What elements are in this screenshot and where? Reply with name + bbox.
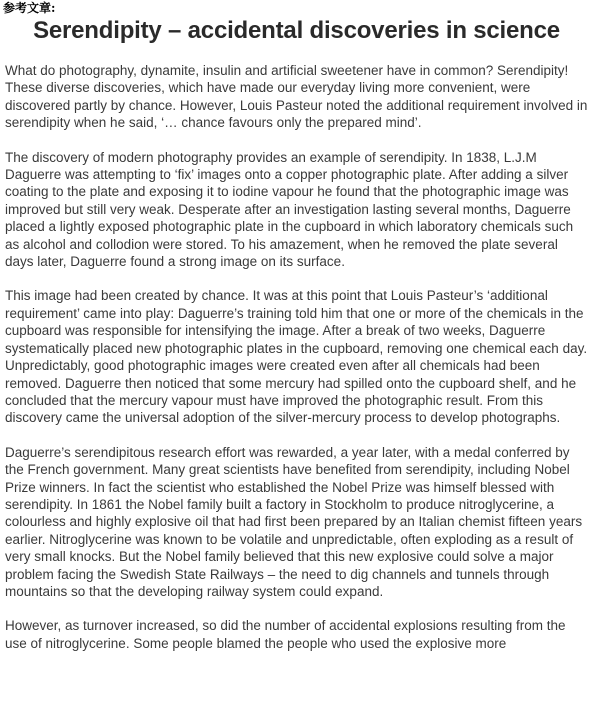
paragraph-2: The discovery of modern photography provides an example of serendipity. In 1838, L.J.M Daguerre was attempting to ‘fix’ images onto a copper photographic plate. After adding a silver coating to the plate and exposing it to iodine vapour he found that the photographic image was improved but still very weak. Desperate after an investigation lasting several months, Daguerre placed a lightly exposed photographic plate in the cupboard in which laboratory chemicals such as alcohol and collodion were stored. To his amazement, when he removed the plate several days later, Daguerre found a strong image on its surface. [5,149,574,270]
paragraph-4: Daguerre’s serendipitous research effort was rewarded, a year later, with a medal conferred by the French government. Many great scientists have benefited from serendipity, including Nobel Prize winners. In fact the scientist who established the Nobel Prize was himself blessed with serendipity. In 1861 the Nobel family built a factory in Stockholm to produce nitroglycerine, a colourless and highly explosive oil that had first been prepared by an Italian chemist fifteen years earlier. Nitroglycerine was known to be volatile and unpredictable, often exploding as a result of very small knocks. But the Nobel family believed that this new explosive could solve a major problem facing the Swedish State Railways – the need to dig channels and tunnels through mountains so that the developing railway system could expand. [5,444,583,599]
paragraph-1: What do photography, dynamite, insulin and artificial sweetener have in common? Serendipity! These diverse discoveries, which have made our everyday living more convenient, were discovered partly by chance. However, Louis Pasteur noted the additional requirement involved in serendipity when he said, ‘… chance favours only the prepared mind’. [5,63,588,131]
paragraph-3: This image had been created by chance. It was at this point that Louis Pasteur’s ‘additional requirement’ came into play: Daguerre’s training told him that one or more of the chemicals in the cupboard was responsible for intensifying the image. After a break of two weeks, Daguerre systematically placed new photographic plates in the cupboard, removing one chemical each day. Unpredictably, good photographic images were created even after all chemicals had been removed. Daguerre then noticed that some mercury had spilled onto the cupboard shelf, and he concluded that the mercury vapour must have improved the photographic result. From this discovery came the universal adoption of the silver-mercury process to develop photographs. [5,288,588,426]
article-title: Serendipity – accidental discoveries in science [33,17,560,44]
article-body [5,62,590,669]
paragraph-5: However, as turnover increased, so did the number of accidental explosions resulting from the use of nitroglycerine. Some people blamed the people who used the explosive more [5,618,566,651]
reference-article-label: 参考文章: [3,1,56,15]
